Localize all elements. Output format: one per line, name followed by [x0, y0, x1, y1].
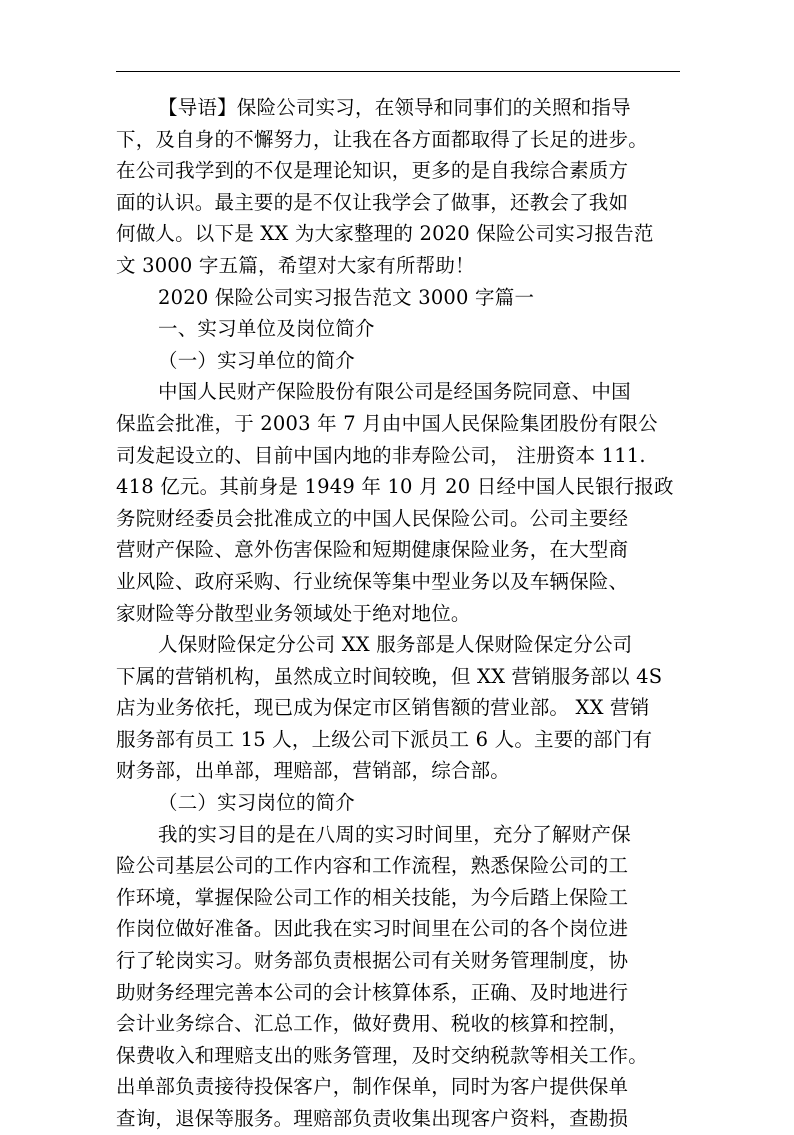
text-line: 在公司我学到的不仅是理论知识，更多的是自我综合素质方	[116, 159, 629, 183]
text-line: 服务部有员工 15 人，上级公司下派员工 6 人。主要的部门有	[116, 727, 653, 751]
text-line: 出单部负责接待投保客户，制作保单，同时为客户提供保单	[116, 1075, 629, 1099]
text-line: （一）实习单位的简介	[158, 348, 356, 372]
text-line: 营财产保险、意外伤害保险和短期健康保险业务，在大型商	[116, 538, 629, 562]
document-body	[116, 92, 688, 1135]
text-line: 下，及自身的不懈努力，让我在各方面都取得了长足的进步。	[116, 127, 648, 151]
text-line: 助财务经理完善本公司的会计核算体系，正确、及时地进行	[116, 980, 629, 1004]
text-line: 会计业务综合、汇总工作，做好费用、税收的核算和控制，	[116, 1012, 629, 1036]
text-line: 文 3000 字五篇，希望对大家有所帮助！	[116, 253, 475, 277]
text-line: 面的认识。最主要的是不仅让我学会了做事，还教会了我如	[116, 190, 629, 214]
text-line: 财务部，出单部，理赔部，营销部，综合部。	[116, 759, 511, 783]
text-line: 人保财险保定分公司 XX 服务部是人保财险保定分公司	[158, 633, 633, 657]
text-line: 一、实习单位及岗位简介	[158, 317, 375, 341]
text-line: 保监会批准，于 2003 年 7 月由中国人民保险集团股份有限公	[116, 411, 658, 435]
text-line: 保费收入和理赔支出的账务管理，及时交纳税款等相关工作。	[116, 1043, 648, 1067]
text-line: 务院财经委员会批准成立的中国人民保险公司。公司主要经	[116, 506, 629, 530]
text-line: 下属的营销机构，虽然成立时间较晚，但 XX 营销服务部以 4S	[116, 664, 663, 688]
text-line: 行了轮岗实习。财务部负责根据公司有关财务管理制度，协	[116, 949, 629, 973]
text-line: 【导语】保险公司实习，在领导和同事们的关照和指导	[158, 96, 631, 119]
text-line: 中国人民财产保险股份有限公司是经国务院同意、中国	[158, 380, 631, 404]
header-rule	[116, 71, 680, 72]
text-line: 418 亿元。其前身是 1949 年 10 月 20 日经中国人民银行报政	[116, 475, 674, 499]
text-line: 司发起设立的、目前中国内地的非寿险公司， 注册资本 111.	[116, 443, 646, 467]
text-line: 险公司基层公司的工作内容和工作流程，熟悉保险公司的工	[116, 854, 629, 878]
text-line: 2020 保险公司实习报告范文 3000 字篇一	[158, 285, 535, 309]
text-line: 作岗位做好准备。因此我在实习时间里在公司的各个岗位进	[116, 917, 629, 941]
text-line: 何做人。以下是 XX 为大家整理的 2020 保险公司实习报告范	[116, 222, 654, 246]
text-line: 业风险、政府采购、行业统保等集中型业务以及车辆保险、	[116, 569, 629, 593]
text-line: 家财险等分散型业务领域处于绝对地位。	[116, 601, 471, 625]
text-line: 作环境，掌握保险公司工作的相关技能，为今后踏上保险工	[116, 885, 629, 909]
text-line: 查询，退保等服务。理赔部负责收集出现客户资料，查勘损	[116, 1107, 629, 1130]
text-line: （二）实习岗位的简介	[158, 791, 356, 815]
text-line: 店为业务依托，现已成为保定市区销售额的营业部。 XX 营销	[116, 696, 650, 720]
text-line: 我的实习目的是在八周的实习时间里，充分了解财产保	[158, 822, 631, 846]
